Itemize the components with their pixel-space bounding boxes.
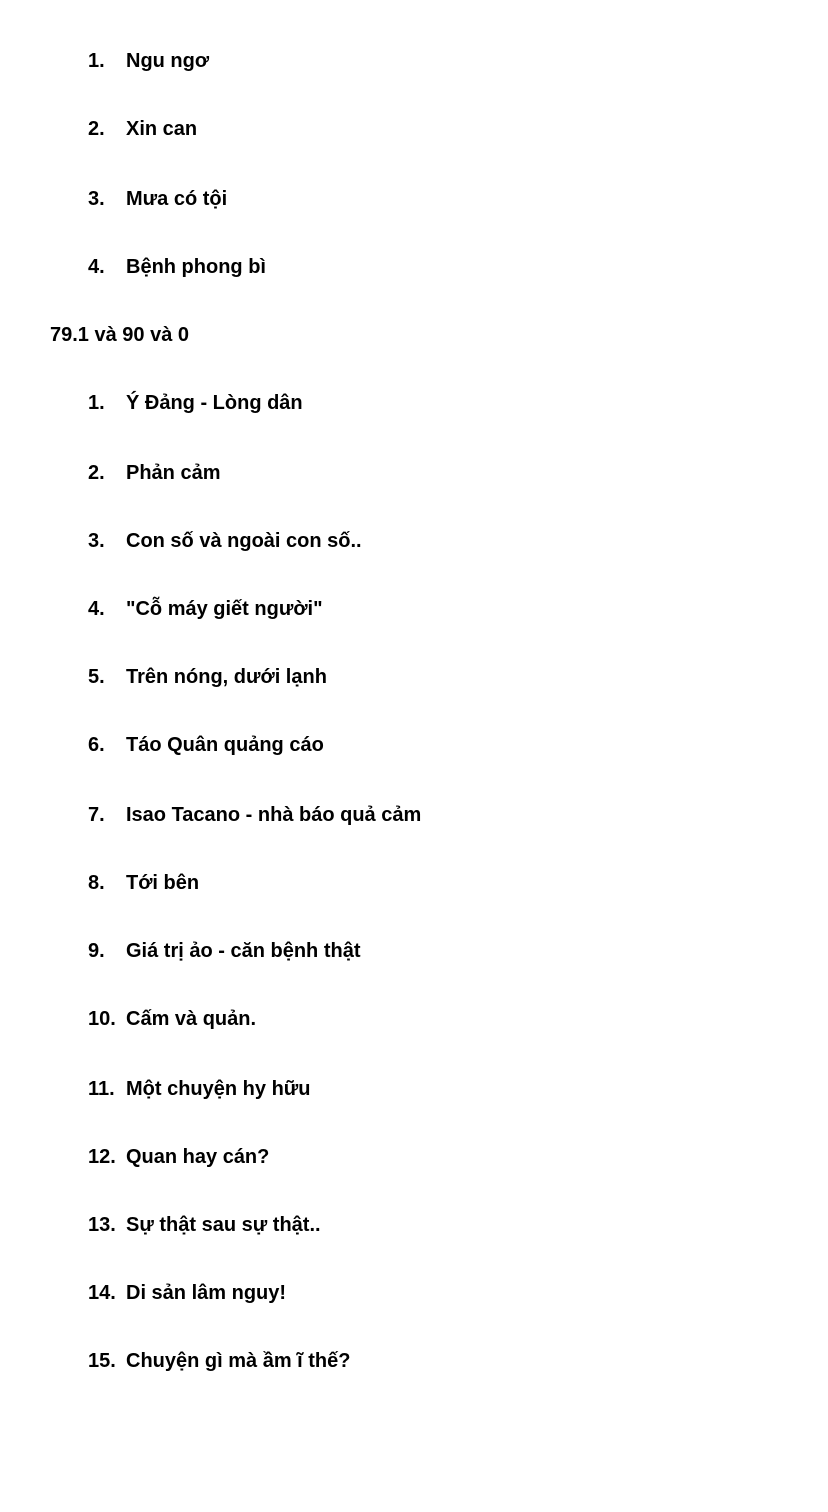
list-item-number: 5.: [88, 666, 105, 688]
list-item-number: 4.: [88, 598, 105, 620]
list-item-text: Ngu ngơ: [126, 50, 210, 72]
list-item-text: Trên nóng, dưới lạnh: [126, 666, 327, 688]
list-item-text: Isao Tacano - nhà báo quả cảm: [126, 804, 422, 826]
list-item-number: 8.: [88, 872, 105, 894]
list-item-number: 14.: [88, 1282, 116, 1304]
list-item-number: 2.: [88, 462, 105, 484]
list-item-text: Táo Quân quảng cáo: [126, 734, 324, 756]
list-item-text: Quan hay cán?: [126, 1146, 270, 1168]
list-item-text: Giá trị ảo - căn bệnh thật: [126, 940, 361, 962]
list-item-number: 9.: [88, 940, 105, 962]
list-item-text: Sự thật sau sự thật..: [126, 1214, 321, 1236]
list-item-number: 3.: [88, 530, 105, 552]
list-item-number: 10.: [88, 1008, 116, 1030]
list-item-text: Di sản lâm nguy!: [126, 1282, 287, 1304]
list-item-text: "Cỗ máy giết người": [126, 598, 323, 620]
list-item-number: 1.: [88, 392, 105, 414]
list-item-number: 1.: [88, 50, 105, 72]
list-item-text: Một chuyện hy hữu: [126, 1078, 311, 1100]
list-item-text: Phản cảm: [126, 462, 221, 484]
list-item-text: Tới bên: [126, 872, 200, 894]
list-item-number: 12.: [88, 1146, 116, 1168]
list-item-text: Ý Đảng - Lòng dân: [126, 392, 303, 414]
section-heading: 79.1 và 90 và 0: [50, 324, 190, 346]
list-item-text: Chuyện gì mà ầm ĩ thế?: [126, 1350, 351, 1372]
list-item-text: Mưa có tội: [126, 188, 228, 210]
list-item-number: 3.: [88, 188, 105, 210]
list-item-text: Bệnh phong bì: [126, 256, 266, 278]
list-item-number: 15.: [88, 1350, 116, 1372]
list-item-text: Xin can: [126, 118, 198, 140]
list-item-number: 13.: [88, 1214, 116, 1236]
list-item-number: 4.: [88, 256, 105, 278]
list-item-text: Cấm và quản.: [126, 1008, 257, 1030]
list-item-number: 11.: [88, 1078, 115, 1100]
list-item-text: Con số và ngoài con số..: [126, 530, 362, 552]
list-item-number: 2.: [88, 118, 105, 140]
list-item-number: 6.: [88, 734, 105, 756]
list-item-number: 7.: [88, 804, 105, 826]
